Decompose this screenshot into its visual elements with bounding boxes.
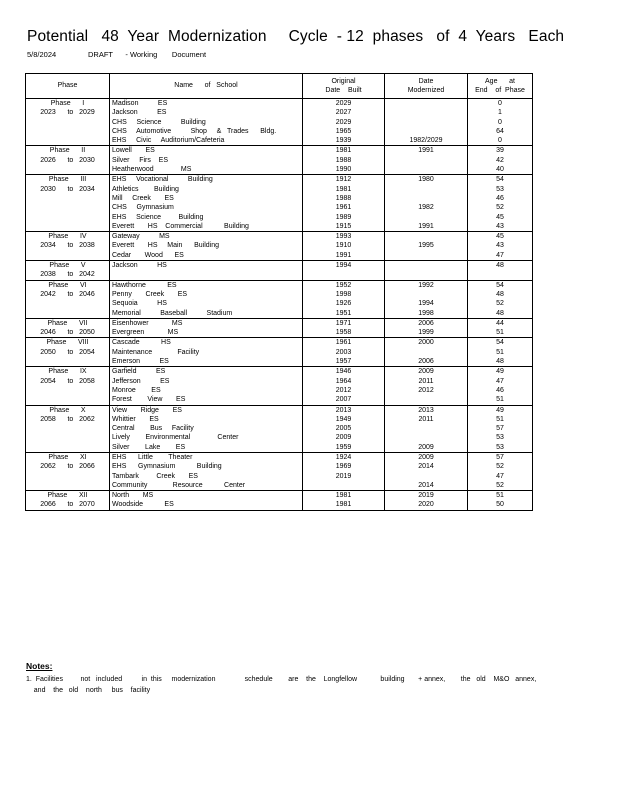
modernized-cell: 2006 (385, 357, 468, 367)
table-row (26, 338, 533, 348)
school-cell: Eisenhower MS (110, 318, 303, 328)
built-cell: 1958 (303, 328, 385, 338)
built-cell: 1991 (303, 251, 385, 261)
phase-cell: Phase VIII 2050 to 2054 (26, 338, 110, 367)
built-cell: 1949 (303, 415, 385, 424)
modernized-cell: 2011 (385, 415, 468, 424)
built-cell: 1924 (303, 452, 385, 462)
age-cell: 43 (468, 222, 533, 232)
modernized-cell (385, 433, 468, 442)
modernized-cell: 2014 (385, 462, 468, 471)
table-row (26, 280, 533, 290)
school-cell: Evergreen MS (110, 328, 303, 338)
built-cell: 1926 (303, 299, 385, 308)
age-cell: 50 (468, 500, 533, 510)
school-cell: Sequoia HS (110, 299, 303, 308)
school-cell: Madison ES (110, 99, 303, 109)
phase-cell: Phase VI 2042 to 2046 (26, 280, 110, 318)
phase-cell: Phase II 2026 to 2030 (26, 146, 110, 175)
modernized-cell: 1995 (385, 241, 468, 250)
school-cell: Whittier ES (110, 415, 303, 424)
built-cell: 1915 (303, 222, 385, 232)
modernized-cell (385, 232, 468, 242)
table-header-row (26, 74, 533, 99)
modernized-cell (385, 156, 468, 165)
notes-text: 1. Facilities not included in this modernization schedule are the Longfellow building + annex, the old M&O annex, and the old north bus facility (26, 676, 537, 694)
modernized-cell: 1994 (385, 299, 468, 308)
modernized-cell: 2013 (385, 405, 468, 415)
table-body (26, 99, 533, 511)
school-cell: Lowell ES (110, 146, 303, 156)
modernized-cell: 1982/2029 (385, 136, 468, 146)
built-cell: 1981 (303, 491, 385, 501)
modernized-cell: 1991 (385, 146, 468, 156)
school-cell: Monroe ES (110, 386, 303, 395)
table-row (26, 318, 533, 328)
table-row (26, 175, 533, 185)
age-cell: 51 (468, 328, 533, 338)
modernized-cell (385, 348, 468, 357)
age-cell: 57 (468, 452, 533, 462)
age-cell: 51 (468, 395, 533, 405)
school-cell: Maintenance Facility (110, 348, 303, 357)
age-cell: 47 (468, 377, 533, 386)
school-cell: Athletics Building (110, 185, 303, 194)
modernized-cell (385, 424, 468, 433)
built-cell: 2013 (303, 405, 385, 415)
built-cell: 1959 (303, 443, 385, 453)
built-cell: 2027 (303, 108, 385, 117)
school-cell: Central Bus Facility (110, 424, 303, 433)
age-cell: 48 (468, 290, 533, 299)
built-cell: 2007 (303, 395, 385, 405)
built-cell (303, 481, 385, 491)
age-cell: 49 (468, 367, 533, 377)
phase-cell: Phase IX 2054 to 2058 (26, 367, 110, 405)
age-cell: 47 (468, 472, 533, 481)
school-cell: Jackson HS (110, 261, 303, 280)
modernized-cell: 2019 (385, 491, 468, 501)
modernization-table (25, 73, 533, 511)
built-cell: 1990 (303, 165, 385, 175)
age-cell: 39 (468, 146, 533, 156)
school-cell: EHS Little Theater (110, 452, 303, 462)
built-cell: 1993 (303, 232, 385, 242)
age-cell: 57 (468, 424, 533, 433)
age-cell: 49 (468, 405, 533, 415)
phase-cell: Phase X 2058 to 2062 (26, 405, 110, 452)
document-title: Potential 48 Year Modernization Cycle - 12 phases of 4 Years Each (27, 28, 565, 45)
built-cell: 1952 (303, 280, 385, 290)
built-cell: 1912 (303, 175, 385, 185)
age-cell: 53 (468, 443, 533, 453)
modernized-cell (385, 251, 468, 261)
modernized-cell (385, 290, 468, 299)
age-cell: 53 (468, 433, 533, 442)
built-cell: 1981 (303, 500, 385, 510)
modernized-cell (385, 165, 468, 175)
school-cell: Everett HS Main Building (110, 241, 303, 250)
school-cell: Silver Lake ES (110, 443, 303, 453)
age-cell: 40 (468, 165, 533, 175)
age-cell: 43 (468, 241, 533, 250)
school-cell: Everett HS Commercial Building (110, 222, 303, 232)
school-cell: CHS Science Building (110, 118, 303, 127)
school-cell: View Ridge ES (110, 405, 303, 415)
built-cell: 1971 (303, 318, 385, 328)
school-cell: Jefferson ES (110, 377, 303, 386)
header-built: Original Date Built (303, 74, 385, 99)
built-cell: 1994 (303, 261, 385, 280)
school-cell: EHS Gymnasium Building (110, 462, 303, 471)
header-phase: Phase (26, 74, 110, 99)
age-cell: 52 (468, 481, 533, 491)
age-cell: 47 (468, 251, 533, 261)
school-cell: Cedar Wood ES (110, 251, 303, 261)
age-cell: 52 (468, 203, 533, 212)
age-cell: 0 (468, 99, 533, 109)
modernized-cell (385, 213, 468, 222)
age-cell: 52 (468, 299, 533, 308)
phase-cell: Phase VII 2046 to 2050 (26, 318, 110, 338)
built-cell: 1957 (303, 357, 385, 367)
school-cell: Jackson ES (110, 108, 303, 117)
built-cell: 1981 (303, 146, 385, 156)
modernized-cell (385, 108, 468, 117)
age-cell: 48 (468, 357, 533, 367)
table-row (26, 452, 533, 462)
notes-heading: Notes: (26, 661, 53, 671)
school-cell: Hawthorne ES (110, 280, 303, 290)
built-cell: 1961 (303, 203, 385, 212)
school-cell: Memorial Baseball Stadium (110, 309, 303, 319)
modernized-cell (385, 127, 468, 136)
school-cell: Forest View ES (110, 395, 303, 405)
table-row (26, 491, 533, 501)
built-cell: 1965 (303, 127, 385, 136)
school-cell: Lively Environmental Center (110, 433, 303, 442)
built-cell: 1961 (303, 338, 385, 348)
built-cell: 1946 (303, 367, 385, 377)
age-cell: 45 (468, 213, 533, 222)
modernized-cell (385, 472, 468, 481)
phase-cell: Phase III 2030 to 2034 (26, 175, 110, 232)
modernized-cell (385, 99, 468, 109)
school-cell: CHS Automotive Shop & Trades Bldg. (110, 127, 303, 136)
built-cell: 2009 (303, 433, 385, 442)
built-cell: 2012 (303, 386, 385, 395)
school-cell: Mill Creek ES (110, 194, 303, 203)
phase-cell: Phase I 2023 to 2029 (26, 99, 110, 146)
modernized-cell: 2011 (385, 377, 468, 386)
built-cell: 1989 (303, 213, 385, 222)
modernized-cell: 1991 (385, 222, 468, 232)
draft-label: DRAFT - Working Document (88, 50, 207, 59)
age-cell: 0 (468, 136, 533, 146)
modernized-cell: 2000 (385, 338, 468, 348)
modernized-cell: 1999 (385, 328, 468, 338)
school-cell: North MS (110, 491, 303, 501)
modernized-cell (385, 261, 468, 280)
school-cell: Silver Firs ES (110, 156, 303, 165)
age-cell: 54 (468, 175, 533, 185)
built-cell: 2019 (303, 472, 385, 481)
modernized-cell: 1998 (385, 309, 468, 319)
school-cell: Cascade HS (110, 338, 303, 348)
school-cell: Tambark Creek ES (110, 472, 303, 481)
phase-cell: Phase V 2038 to 2042 (26, 261, 110, 281)
age-cell: 1 (468, 108, 533, 117)
header-age: Age at End of Phase (468, 74, 533, 99)
school-cell: Heatherwood MS (110, 165, 303, 175)
built-cell: 2029 (303, 118, 385, 127)
modernized-cell: 1992 (385, 280, 468, 290)
school-cell: Penny Creek ES (110, 290, 303, 299)
modernized-cell (385, 395, 468, 405)
table-row (26, 261, 533, 280)
modernized-cell: 2006 (385, 318, 468, 328)
built-cell: 1998 (303, 290, 385, 299)
age-cell: 54 (468, 338, 533, 348)
school-cell: EHS Vocational Building (110, 175, 303, 185)
table-row (26, 99, 533, 109)
age-cell: 51 (468, 491, 533, 501)
phase-cell: Phase XII 2066 to 2070 (26, 491, 110, 511)
age-cell: 54 (468, 280, 533, 290)
built-cell: 1910 (303, 241, 385, 250)
age-cell: 46 (468, 194, 533, 203)
age-cell: 44 (468, 318, 533, 328)
school-cell: Garfield ES (110, 367, 303, 377)
school-cell: Gateway MS (110, 232, 303, 242)
school-cell: CHS Gymnasium (110, 203, 303, 212)
built-cell: 1988 (303, 194, 385, 203)
header-modernized: Date Modernized (385, 74, 468, 99)
modernized-cell: 2009 (385, 452, 468, 462)
table-row (26, 146, 533, 156)
header-school: Name of School (110, 74, 303, 99)
school-cell: EHS Science Building (110, 213, 303, 222)
age-cell: 64 (468, 127, 533, 136)
school-cell: EHS Civic Auditorium/Cafeteria (110, 136, 303, 146)
document-date: 5/8/2024 (27, 50, 57, 59)
age-cell: 53 (468, 185, 533, 194)
modernized-cell (385, 194, 468, 203)
age-cell: 46 (468, 386, 533, 395)
table-row (26, 232, 533, 242)
modernized-cell: 2009 (385, 443, 468, 453)
age-cell: 51 (468, 348, 533, 357)
age-cell: 0 (468, 118, 533, 127)
age-cell: 48 (468, 309, 533, 319)
built-cell: 1969 (303, 462, 385, 471)
modernized-cell: 2012 (385, 386, 468, 395)
table-row (26, 405, 533, 415)
built-cell: 1951 (303, 309, 385, 319)
built-cell: 1988 (303, 156, 385, 165)
age-cell: 48 (468, 261, 533, 280)
phase-cell: Phase XI 2062 to 2066 (26, 452, 110, 490)
school-cell: Community Resource Center (110, 481, 303, 491)
built-cell: 2029 (303, 99, 385, 109)
built-cell: 2003 (303, 348, 385, 357)
age-cell: 45 (468, 232, 533, 242)
school-cell: Woodside ES (110, 500, 303, 510)
age-cell: 42 (468, 156, 533, 165)
built-cell: 1981 (303, 185, 385, 194)
modernized-cell (385, 118, 468, 127)
built-cell: 2005 (303, 424, 385, 433)
modernized-cell: 2009 (385, 367, 468, 377)
school-cell: Emerson ES (110, 357, 303, 367)
modernized-cell: 1982 (385, 203, 468, 212)
built-cell: 1964 (303, 377, 385, 386)
modernized-cell: 2020 (385, 500, 468, 510)
age-cell: 51 (468, 415, 533, 424)
modernized-cell (385, 185, 468, 194)
phase-cell: Phase IV 2034 to 2038 (26, 232, 110, 261)
modernized-cell: 2014 (385, 481, 468, 491)
table-row (26, 367, 533, 377)
built-cell: 1939 (303, 136, 385, 146)
modernized-cell: 1980 (385, 175, 468, 185)
age-cell: 52 (468, 462, 533, 471)
